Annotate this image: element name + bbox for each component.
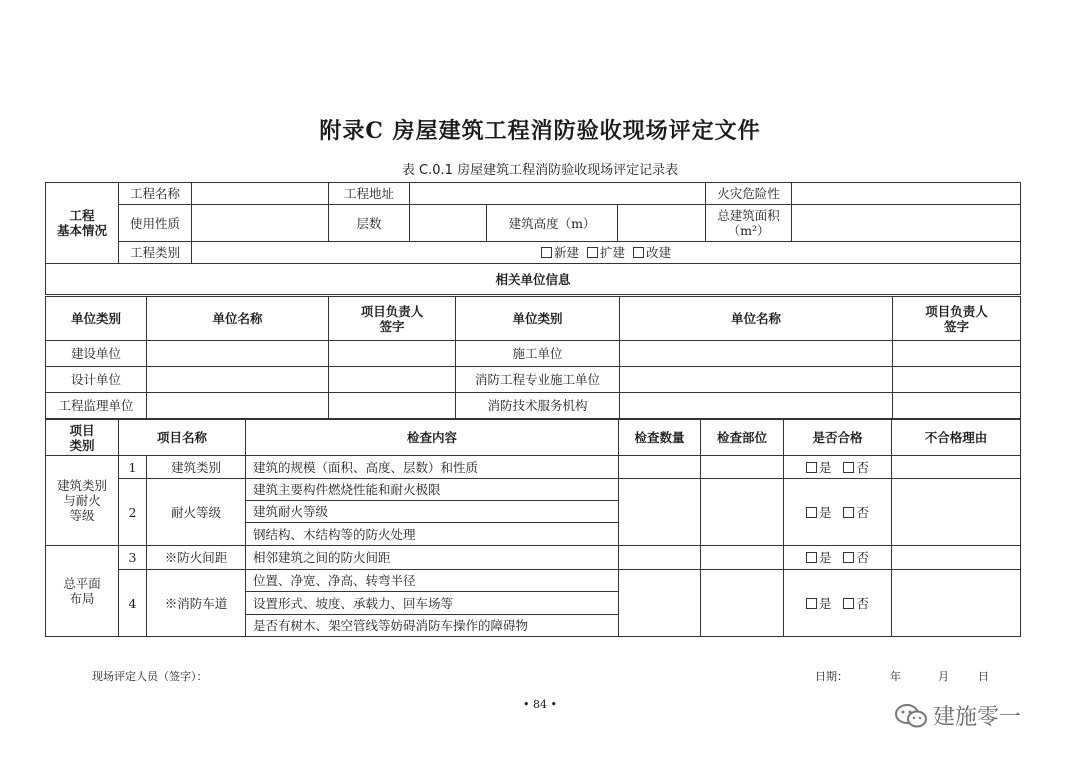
unit-sign-header: 项目负责人 签字 bbox=[329, 297, 456, 341]
item-content: 位置、净宽、净高、转弯半径 bbox=[246, 570, 619, 592]
opt-rebuild-label: 改建 bbox=[645, 245, 671, 260]
group-label-2: 总平面 布局 bbox=[46, 546, 119, 637]
item-name-header: 项目名称 bbox=[119, 420, 246, 456]
pass-cell bbox=[784, 479, 892, 546]
unit-name-cell[interactable] bbox=[620, 393, 893, 419]
unit-sign-cell[interactable] bbox=[893, 367, 1021, 393]
unit-type: 消防工程专业施工单位 bbox=[456, 367, 620, 393]
opt-expand-label: 扩建 bbox=[600, 245, 626, 260]
signature-label: 现场评定人员（签字）： bbox=[92, 670, 208, 683]
unit-name-header-2: 单位名称 bbox=[620, 297, 893, 341]
checkbox-no[interactable] bbox=[843, 507, 854, 518]
unit-sign-cell[interactable] bbox=[329, 341, 456, 367]
date-day: 日 bbox=[978, 670, 989, 683]
fire-risk-label: 火灾危险性 bbox=[706, 183, 792, 205]
project-name-value[interactable] bbox=[192, 183, 329, 205]
checkbox-yes[interactable] bbox=[806, 552, 817, 563]
item-name: 耐火等级 bbox=[147, 479, 246, 546]
unit-name-cell[interactable] bbox=[147, 393, 329, 419]
fire-risk-value[interactable] bbox=[792, 183, 1021, 205]
qty-cell[interactable] bbox=[619, 546, 701, 570]
checkbox-no[interactable] bbox=[843, 462, 854, 473]
checkbox-new[interactable] bbox=[541, 247, 552, 258]
item-content: 建筑主要构件燃烧性能和耐火极限 bbox=[246, 479, 619, 501]
height-value[interactable] bbox=[618, 205, 706, 242]
category-header: 项目 类别 bbox=[46, 420, 119, 456]
reason-header: 不合格理由 bbox=[892, 420, 1021, 456]
date-month: 月 bbox=[938, 670, 949, 683]
basic-section-label: 工程 基本情况 bbox=[46, 183, 119, 264]
item-content: 钢结构、木结构等的防火处理 bbox=[246, 523, 619, 546]
item-content: 建筑的规模（面积、高度、层数）和性质 bbox=[246, 456, 619, 479]
checkbox-yes[interactable] bbox=[806, 507, 817, 518]
unit-type-header-2: 单位类别 bbox=[456, 297, 620, 341]
unit-type: 消防技术服务机构 bbox=[456, 393, 620, 419]
yes-label: 是 bbox=[819, 459, 832, 475]
page-title: 附录C 房屋建筑工程消防验收现场评定文件 bbox=[319, 118, 761, 144]
unit-sign-header-2: 项目负责人 签字 bbox=[893, 297, 1021, 341]
part-cell[interactable] bbox=[701, 570, 784, 637]
unit-type: 施工单位 bbox=[456, 341, 620, 367]
usage-value[interactable] bbox=[192, 205, 329, 242]
area-label bbox=[706, 205, 792, 242]
no-label: 否 bbox=[856, 595, 869, 611]
category-options bbox=[192, 242, 1021, 264]
no-label: 否 bbox=[856, 504, 869, 520]
reason-cell[interactable] bbox=[892, 456, 1021, 479]
units-section-label: 相关单位信息 bbox=[46, 264, 1021, 295]
table-caption: 表 C.0.1 房屋建筑工程消防验收现场评定记录表 bbox=[401, 163, 679, 178]
unit-sign-cell[interactable] bbox=[893, 341, 1021, 367]
checkbox-expand[interactable] bbox=[587, 247, 598, 258]
floors-value[interactable] bbox=[410, 205, 487, 242]
pass-cell bbox=[784, 456, 892, 479]
pass-cell bbox=[784, 546, 892, 570]
reason-cell[interactable] bbox=[892, 479, 1021, 546]
part-cell[interactable] bbox=[701, 546, 784, 570]
item-no: 4 bbox=[119, 570, 147, 637]
project-name-label: 工程名称 bbox=[119, 183, 192, 205]
part-cell[interactable] bbox=[701, 456, 784, 479]
area-unit-text: （m²） bbox=[727, 223, 770, 238]
unit-name-cell[interactable] bbox=[147, 367, 329, 393]
unit-name-header: 单位名称 bbox=[147, 297, 329, 341]
project-address-value[interactable] bbox=[410, 183, 706, 205]
area-value[interactable] bbox=[792, 205, 1021, 242]
unit-name-cell[interactable] bbox=[620, 367, 893, 393]
date-label: 日期： bbox=[815, 670, 848, 683]
item-content: 建筑耐火等级 bbox=[246, 501, 619, 523]
qty-header: 检查数量 bbox=[619, 420, 701, 456]
part-header: 检查部位 bbox=[701, 420, 784, 456]
unit-type-header: 单位类别 bbox=[46, 297, 147, 341]
checkbox-no[interactable] bbox=[843, 552, 854, 563]
unit-name-cell[interactable] bbox=[147, 341, 329, 367]
page-number: • 84 • bbox=[523, 698, 557, 711]
pass-header: 是否合格 bbox=[784, 420, 892, 456]
qty-cell[interactable] bbox=[619, 479, 701, 546]
group-label-1: 建筑类别 与耐火 等级 bbox=[46, 456, 119, 546]
unit-name-cell[interactable] bbox=[620, 341, 893, 367]
pass-cell bbox=[784, 570, 892, 637]
yes-label: 是 bbox=[819, 504, 832, 520]
wechat-icon bbox=[893, 702, 929, 730]
unit-sign-cell[interactable] bbox=[893, 393, 1021, 419]
checkbox-yes[interactable] bbox=[806, 598, 817, 609]
floors-label: 层数 bbox=[329, 205, 410, 242]
units-table bbox=[45, 296, 1021, 419]
area-label-text: 总建筑面积 bbox=[717, 208, 780, 223]
yes-label: 是 bbox=[819, 550, 832, 565]
item-no: 2 bbox=[119, 479, 147, 546]
reason-cell[interactable] bbox=[892, 546, 1021, 570]
unit-sign-cell[interactable] bbox=[329, 393, 456, 419]
unit-type: 设计单位 bbox=[46, 367, 147, 393]
no-label: 否 bbox=[856, 459, 869, 475]
unit-sign-cell[interactable] bbox=[329, 367, 456, 393]
item-content: 是否有树木、架空管线等妨碍消防车操作的障碍物 bbox=[246, 615, 619, 637]
item-content: 相邻建筑之间的防火间距 bbox=[246, 546, 619, 570]
date-year: 年 bbox=[890, 670, 901, 683]
project-address-label: 工程地址 bbox=[329, 183, 410, 205]
part-cell[interactable] bbox=[701, 479, 784, 546]
item-name: ※防火间距 bbox=[147, 546, 246, 570]
qty-cell[interactable] bbox=[619, 570, 701, 637]
item-name: 建筑类别 bbox=[147, 456, 246, 479]
item-content: 设置形式、坡度、承载力、回车场等 bbox=[246, 592, 619, 615]
checkbox-no[interactable] bbox=[843, 598, 854, 609]
checkbox-yes[interactable] bbox=[806, 462, 817, 473]
content-header: 检查内容 bbox=[246, 420, 619, 456]
category-label: 工程类别 bbox=[119, 242, 192, 264]
watermark-text: 建施零一 bbox=[933, 705, 1022, 730]
item-name: ※消防车道 bbox=[147, 570, 246, 637]
unit-type: 工程监理单位 bbox=[46, 393, 147, 419]
yes-label: 是 bbox=[819, 595, 832, 611]
item-no: 1 bbox=[119, 456, 147, 479]
no-label: 否 bbox=[856, 550, 869, 565]
qty-cell[interactable] bbox=[619, 456, 701, 479]
watermark bbox=[893, 700, 1021, 731]
usage-label: 使用性质 bbox=[119, 205, 192, 242]
unit-type: 建设单位 bbox=[46, 341, 147, 367]
checkbox-rebuild[interactable] bbox=[633, 247, 644, 258]
item-no: 3 bbox=[119, 546, 147, 570]
basic-info-table bbox=[45, 182, 1021, 295]
opt-new-label: 新建 bbox=[554, 245, 580, 260]
reason-cell[interactable] bbox=[892, 570, 1021, 637]
height-label: 建筑高度（m） bbox=[487, 205, 618, 242]
inspection-table bbox=[45, 419, 1021, 637]
